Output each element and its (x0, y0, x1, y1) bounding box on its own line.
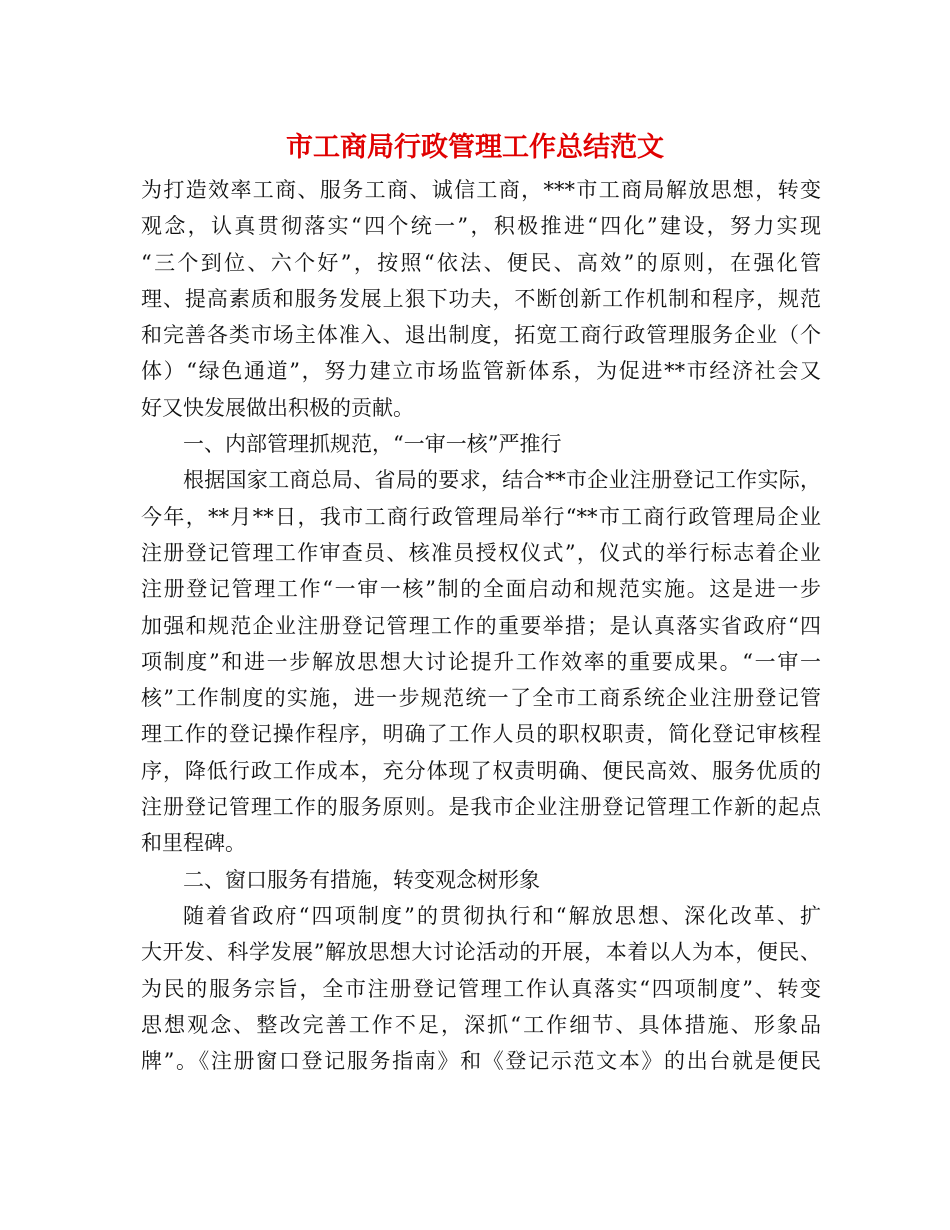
text-line: 和里程碑。 (141, 831, 246, 856)
text-line: 今年，**月**日，我市工商行政管理局举行“**市工商行政管理局企业 (141, 504, 821, 529)
text-line: 注册登记管理工作的服务原则。是我市企业注册登记管理工作新的起点 (141, 795, 821, 820)
text-line: 和完善各类市场主体准入、退出制度，拓宽工商行政管理服务企业（个 (141, 323, 821, 348)
text-line: 注册登记管理工作审查员、核准员授权仪式”，仪式的举行标志着企业 (141, 540, 821, 565)
text-line: 思想观念、整改完善工作不足，深抓“工作细节、具体措施、形象品 (141, 1012, 821, 1037)
text-line: 核”工作制度的实施，进一步规范统一了全市工商系统企业注册登记管 (141, 686, 821, 711)
text-line: 体）“绿色通道”，努力建立市场监管新体系，为促进**市经济社会又 (141, 359, 821, 384)
text-line: 序，降低行政工作成本，充分体现了权责明确、便民高效、服务优质的 (141, 758, 821, 783)
text-line: 好又快发展做出积极的贡献。 (141, 395, 414, 420)
text-line: 加强和规范企业注册登记管理工作的重要举措；是认真落实省政府“四 (141, 613, 821, 638)
text-line: 理工作的登记操作程序，明确了工作人员的职权职责，简化登记审核程 (141, 722, 821, 747)
document-title: 市工商局行政管理工作总结范文 (286, 132, 664, 163)
text-line: 根据国家工商总局、省局的要求，结合**市企业注册登记工作实际， (183, 468, 821, 493)
text-line: 一、内部管理抓规范，“一审一核”严推行 (183, 432, 562, 457)
text-line: “三个到位、六个好”，按照“依法、便民、高效”的原则，在强化管 (141, 250, 821, 275)
text-line: 注册登记管理工作“一审一核”制的全面启动和规范实施。这是进一步 (141, 577, 821, 602)
text-line: 二、窗口服务有措施，转变观念树形象 (183, 867, 540, 892)
text-line: 随着省政府“四项制度”的贯彻执行和“解放思想、深化改革、扩 (183, 903, 821, 928)
text-line: 为打造效率工商、服务工商、诚信工商，***市工商局解放思想，转变 (141, 178, 821, 202)
text-line: 大开发、科学发展”解放思想大讨论活动的开展，本着以人为本，便民、 (141, 940, 821, 965)
text-line: 为民的服务宗旨，全市注册登记管理工作认真落实“四项制度”、转变 (141, 976, 821, 1001)
text-line: 项制度”和进一步解放思想大讨论提升工作效率的重要成果。“一审一 (141, 649, 821, 674)
text-line: 理、提高素质和服务发展上狠下功夫，不断创新工作机制和程序，规范 (141, 286, 821, 311)
document-body (141, 172, 821, 1079)
text-line: 观念，认真贯彻落实“四个统一”，积极推进“四化”建设，努力实现 (141, 214, 821, 239)
text-line: 牌”。《注册窗口登记服务指南》和《登记示范文本》的出台就是便民 (141, 1049, 821, 1074)
